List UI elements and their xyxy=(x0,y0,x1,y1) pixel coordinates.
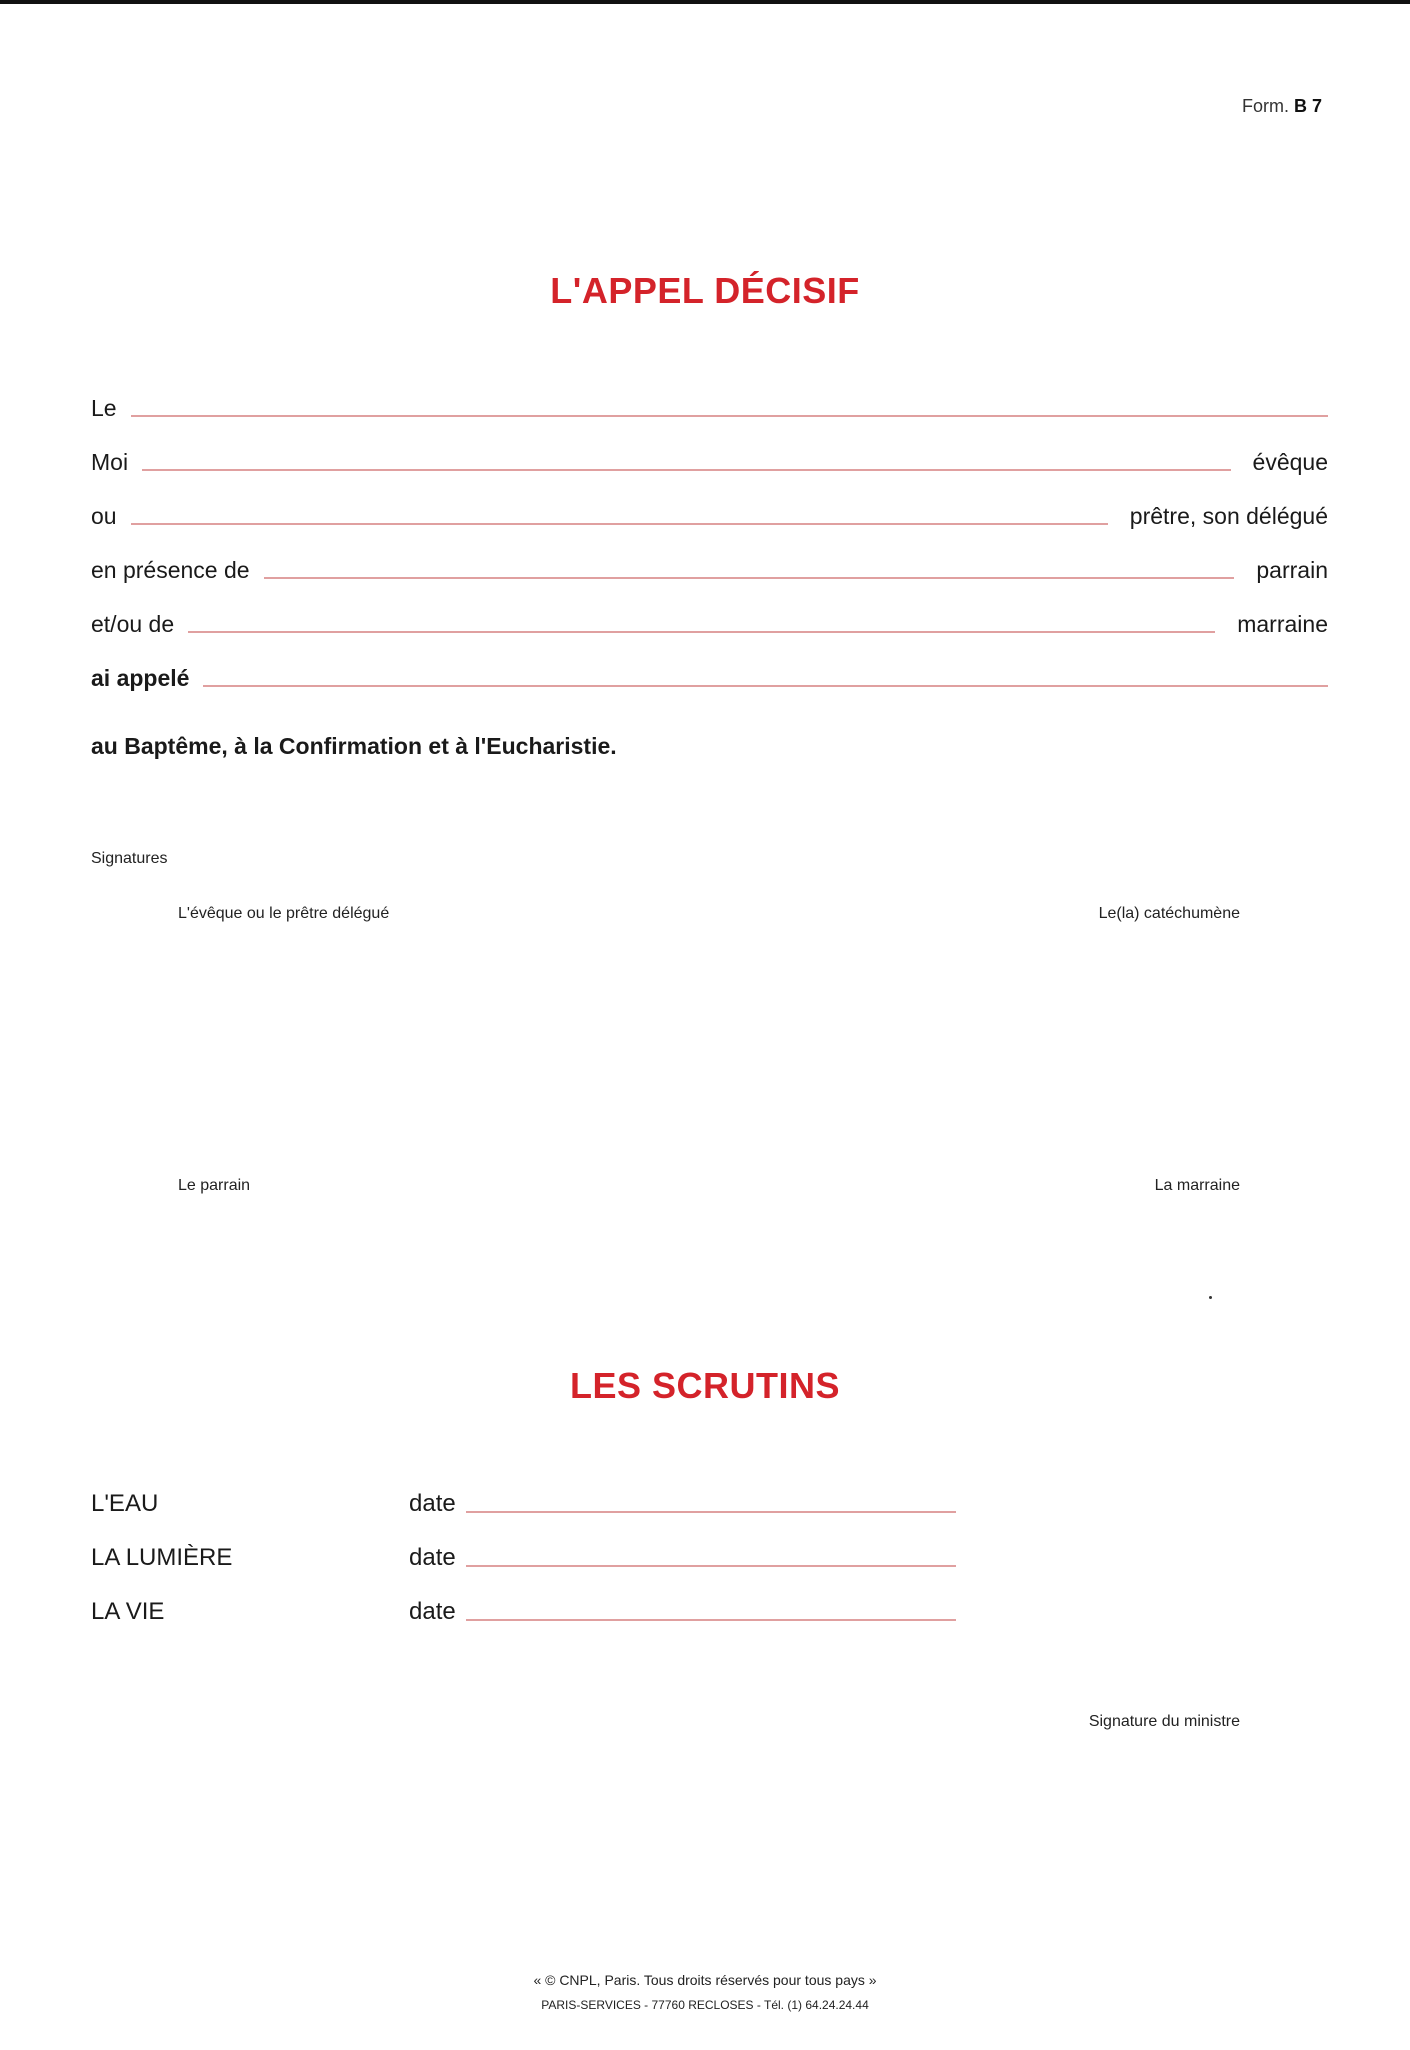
date-fill-line[interactable] xyxy=(466,1510,956,1513)
signature-catechumen-label: Le(la) catéchumène xyxy=(1098,905,1240,922)
scrutin-row-lumiere[interactable] xyxy=(91,1542,956,1572)
scrutin-name: LA LUMIÈRE xyxy=(91,1544,233,1571)
fill-line[interactable] xyxy=(131,414,1328,417)
field-suffix: marraine xyxy=(1237,611,1328,637)
field-row-ou[interactable] xyxy=(91,500,1328,530)
field-label: et/ou de xyxy=(91,611,175,637)
signature-bishop-label: L'évêque ou le prêtre délégué xyxy=(178,905,390,922)
scrutin-name: LA VIE xyxy=(91,1598,165,1625)
date-label: date xyxy=(409,1544,456,1571)
form-ref-prefix: Form. xyxy=(1241,96,1289,116)
field-label: en présence de xyxy=(91,557,250,583)
field-row-presence[interactable] xyxy=(91,554,1328,584)
field-suffix: évêque xyxy=(1252,449,1328,475)
scrutin-row-vie[interactable] xyxy=(91,1596,956,1626)
field-suffix: prêtre, son délégué xyxy=(1129,503,1328,529)
scrutins-title: LES SCRUTINS xyxy=(569,1365,841,1406)
appel-decisif-title: L'APPEL DÉCISIF xyxy=(550,270,860,311)
minister-signature-label: Signature du ministre xyxy=(1088,1713,1240,1730)
copyright-line: « © CNPL, Paris. Tous droits réservés pour tous pays » xyxy=(533,1972,877,1988)
signatures-heading: Signatures xyxy=(91,850,168,867)
form-ref-code: B 7 xyxy=(1293,96,1322,116)
field-label: Moi xyxy=(91,449,129,475)
field-label: ou xyxy=(91,503,117,529)
field-suffix: parrain xyxy=(1256,557,1328,583)
field-label: ai appelé xyxy=(91,665,190,691)
fill-line[interactable] xyxy=(142,468,1230,471)
date-label: date xyxy=(409,1598,456,1625)
scrutin-row-eau[interactable] xyxy=(91,1488,956,1518)
signature-godfather-label: Le parrain xyxy=(178,1177,251,1194)
fill-line[interactable] xyxy=(188,630,1215,633)
stray-mark xyxy=(1209,1296,1212,1299)
field-label: Le xyxy=(91,395,117,421)
sacraments-statement: au Baptême, à la Confirmation et à l'Eucharistie. xyxy=(91,733,617,759)
fill-line[interactable] xyxy=(264,576,1235,579)
form-reference xyxy=(1242,96,1322,117)
fill-line[interactable] xyxy=(131,522,1108,525)
field-row-moi[interactable] xyxy=(91,446,1328,476)
fill-line[interactable] xyxy=(203,684,1328,687)
field-row-etou[interactable] xyxy=(91,608,1328,638)
scrutin-name: L'EAU xyxy=(91,1490,159,1517)
signature-godmother-label: La marraine xyxy=(1154,1177,1240,1194)
field-row-le[interactable] xyxy=(91,392,1328,422)
field-row-appele[interactable] xyxy=(91,662,1328,692)
publisher-address: PARIS-SERVICES - 77760 RECLOSES - Tél. (1) 64.24.24.44 xyxy=(541,1998,869,2012)
date-fill-line[interactable] xyxy=(466,1618,956,1621)
date-fill-line[interactable] xyxy=(466,1564,956,1567)
date-label: date xyxy=(409,1490,456,1517)
